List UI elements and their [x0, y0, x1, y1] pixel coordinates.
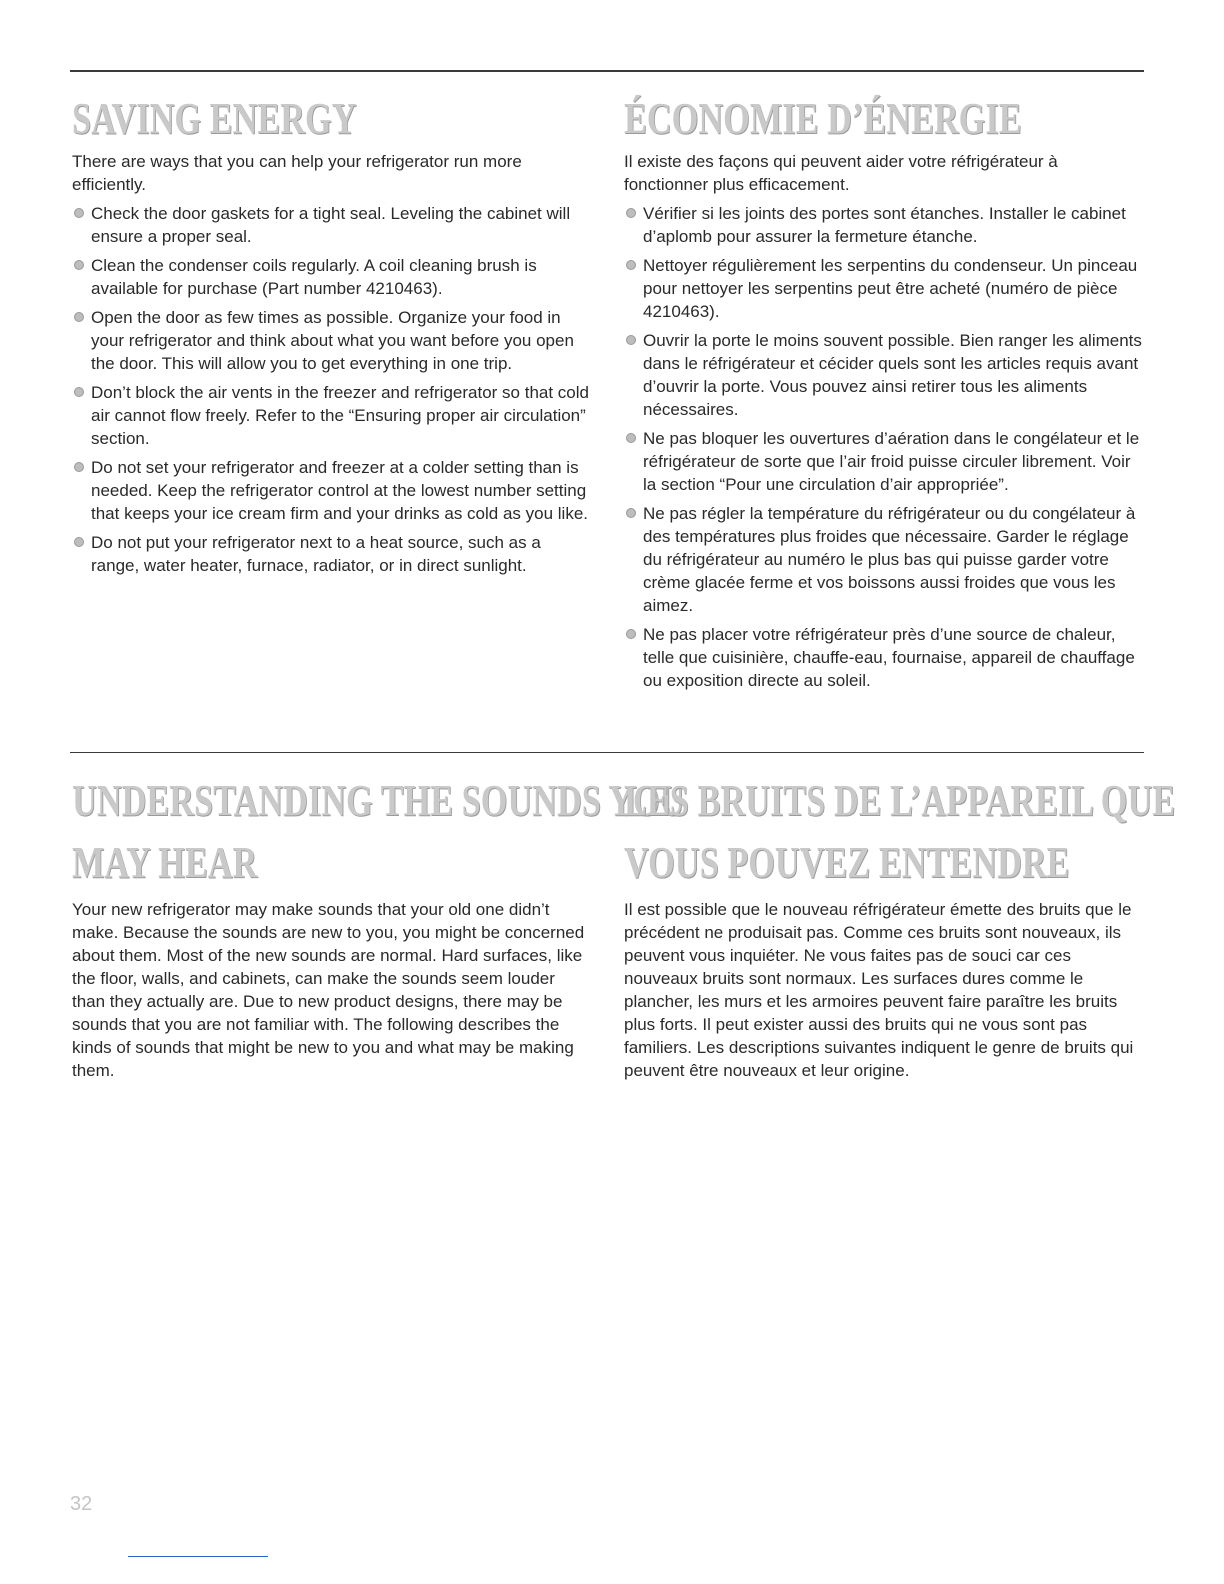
bullet-icon — [74, 537, 84, 547]
bullet-icon — [626, 335, 636, 345]
bullet-icon — [74, 208, 84, 218]
bullet-icon — [626, 208, 636, 218]
bullet-icon — [74, 387, 84, 397]
list-item: Ne pas régler la température du réfrigérateur ou du congélateur à des températures plus froides que nécessaire. Garder le réglage du réfrigérateur au numéro le plus bas qui puisse garder votre crème glacée ferme et vos boissons aussi froides que vous les aimez. — [624, 502, 1144, 617]
list-item: Vérifier si les joints des portes sont étanches. Installer le cabinet d’aplomb pour assurer la fermeture étanche. — [624, 202, 1144, 248]
bullet-icon — [74, 462, 84, 472]
list-item: Ouvrir la porte le moins souvent possible. Bien ranger les aliments dans le réfrigérateur et cécider quels sont les articles requis avant d’ouvrir la porte. Vous pouvez ainsi retirer tous les aliments nécessaires. — [624, 329, 1144, 421]
top-rule — [70, 70, 1144, 72]
bullet-icon — [74, 312, 84, 322]
bullet-icon — [626, 433, 636, 443]
bullet-icon — [626, 508, 636, 518]
bruits-appareil-body: Il est possible que le nouveau réfrigérateur émette des bruits que le précédent ne produisait pas. Comme ces bruits sont nouveaux, ils peuvent vous inquiéter. Ne vous faites pas de souci car ces nouveaux bruits sont normaux. Les surfaces dures comme le plancher, les murs et les armoires peuvent faire paraître les bruits plus forts. Il peut exister aussi des bruits qui ne vous sont pas familiers. Les descriptions suivantes indiquent le genre de bruits qui peuvent être nouveaux et leur origine. — [624, 900, 1134, 1080]
saving-energy-heading: SAVING ENERGY — [72, 94, 357, 143]
economie-energie-intro: Il existe des façons qui peuvent aider votre réfrigérateur à fonctionner plus efficacement. — [624, 152, 1058, 194]
saving-energy-intro: There are ways that you can help your refrigerator run more efficiently. — [72, 152, 522, 194]
saving-energy-list — [72, 202, 590, 577]
bruits-appareil-heading-line1: LES BRUITS DE L’APPAREIL QUE — [624, 776, 1176, 825]
bruits-appareil-section — [624, 772, 1176, 1088]
bullet-icon — [74, 260, 84, 270]
list-item: Check the door gaskets for a tight seal. Leveling the cabinet will ensure a proper seal. — [72, 202, 590, 248]
list-item: Do not put your refrigerator next to a heat source, such as a range, water heater, furnace, radiator, or in direct sunlight. — [72, 531, 590, 577]
understanding-sounds-heading-line2: MAY HEAR — [72, 838, 258, 887]
understanding-sounds-section — [72, 772, 685, 1088]
economie-energie-list — [624, 202, 1144, 692]
bullet-icon — [626, 629, 636, 639]
footer-line — [128, 1556, 268, 1557]
list-item: Open the door as few times as possible. Organize your food in your refrigerator and think about what you want before you open the door. This will allow you to get everything in one trip. — [72, 306, 590, 375]
economie-energie-heading: ÉCONOMIE D’ÉNERGIE — [624, 94, 1022, 143]
economie-energie-section — [624, 92, 1144, 698]
saving-energy-section — [72, 92, 590, 583]
understanding-sounds-body: Your new refrigerator may make sounds that your old one didn’t make. Because the sounds are new to you, you might be concerned about them. Most of the new sounds are normal. Hard surfaces, like the floor, walls, and cabinets, can make the sounds seem louder than they actually are. Due to new product designs, there may be sounds that you are not familiar with. The following describes the kinds of sounds that might be new to you and what may be making them. — [72, 900, 585, 1080]
list-item: Ne pas placer votre réfrigérateur près d’une source de chaleur, telle que cuisinière, chauffe-eau, fournaise, appareil de chauffage ou exposition directe au soleil. — [624, 623, 1144, 692]
understanding-sounds-heading-line1: UNDERSTANDING THE SOUNDS YOU — [72, 776, 685, 825]
list-item: Clean the condenser coils regularly. A coil cleaning brush is available for purchase (Part number 4210463). — [72, 254, 590, 300]
bruits-appareil-heading-line2: VOUS POUVEZ ENTENDRE — [624, 838, 1070, 887]
list-item: Do not set your refrigerator and freezer at a colder setting than is needed. Keep the refrigerator control at the lowest number setting that keeps your ice cream firm and your drinks as cold as you like. — [72, 456, 590, 525]
list-item: Don’t block the air vents in the freezer and refrigerator so that cold air cannot flow freely. Refer to the “Ensuring proper air circulation” section. — [72, 381, 590, 450]
bullet-icon — [626, 260, 636, 270]
middle-rule — [70, 752, 1144, 753]
page-number: 32 — [70, 1493, 93, 1515]
list-item: Ne pas bloquer les ouvertures d’aération dans le congélateur et le réfrigérateur de sorte que l’air froid puisse circuler librement. Voir la section “Pour une circulation d’air appropriée”. — [624, 427, 1144, 496]
list-item: Nettoyer régulièrement les serpentins du condenseur. Un pinceau pour nettoyer les serpentins peut être acheté (numéro de pièce 4210463). — [624, 254, 1144, 323]
